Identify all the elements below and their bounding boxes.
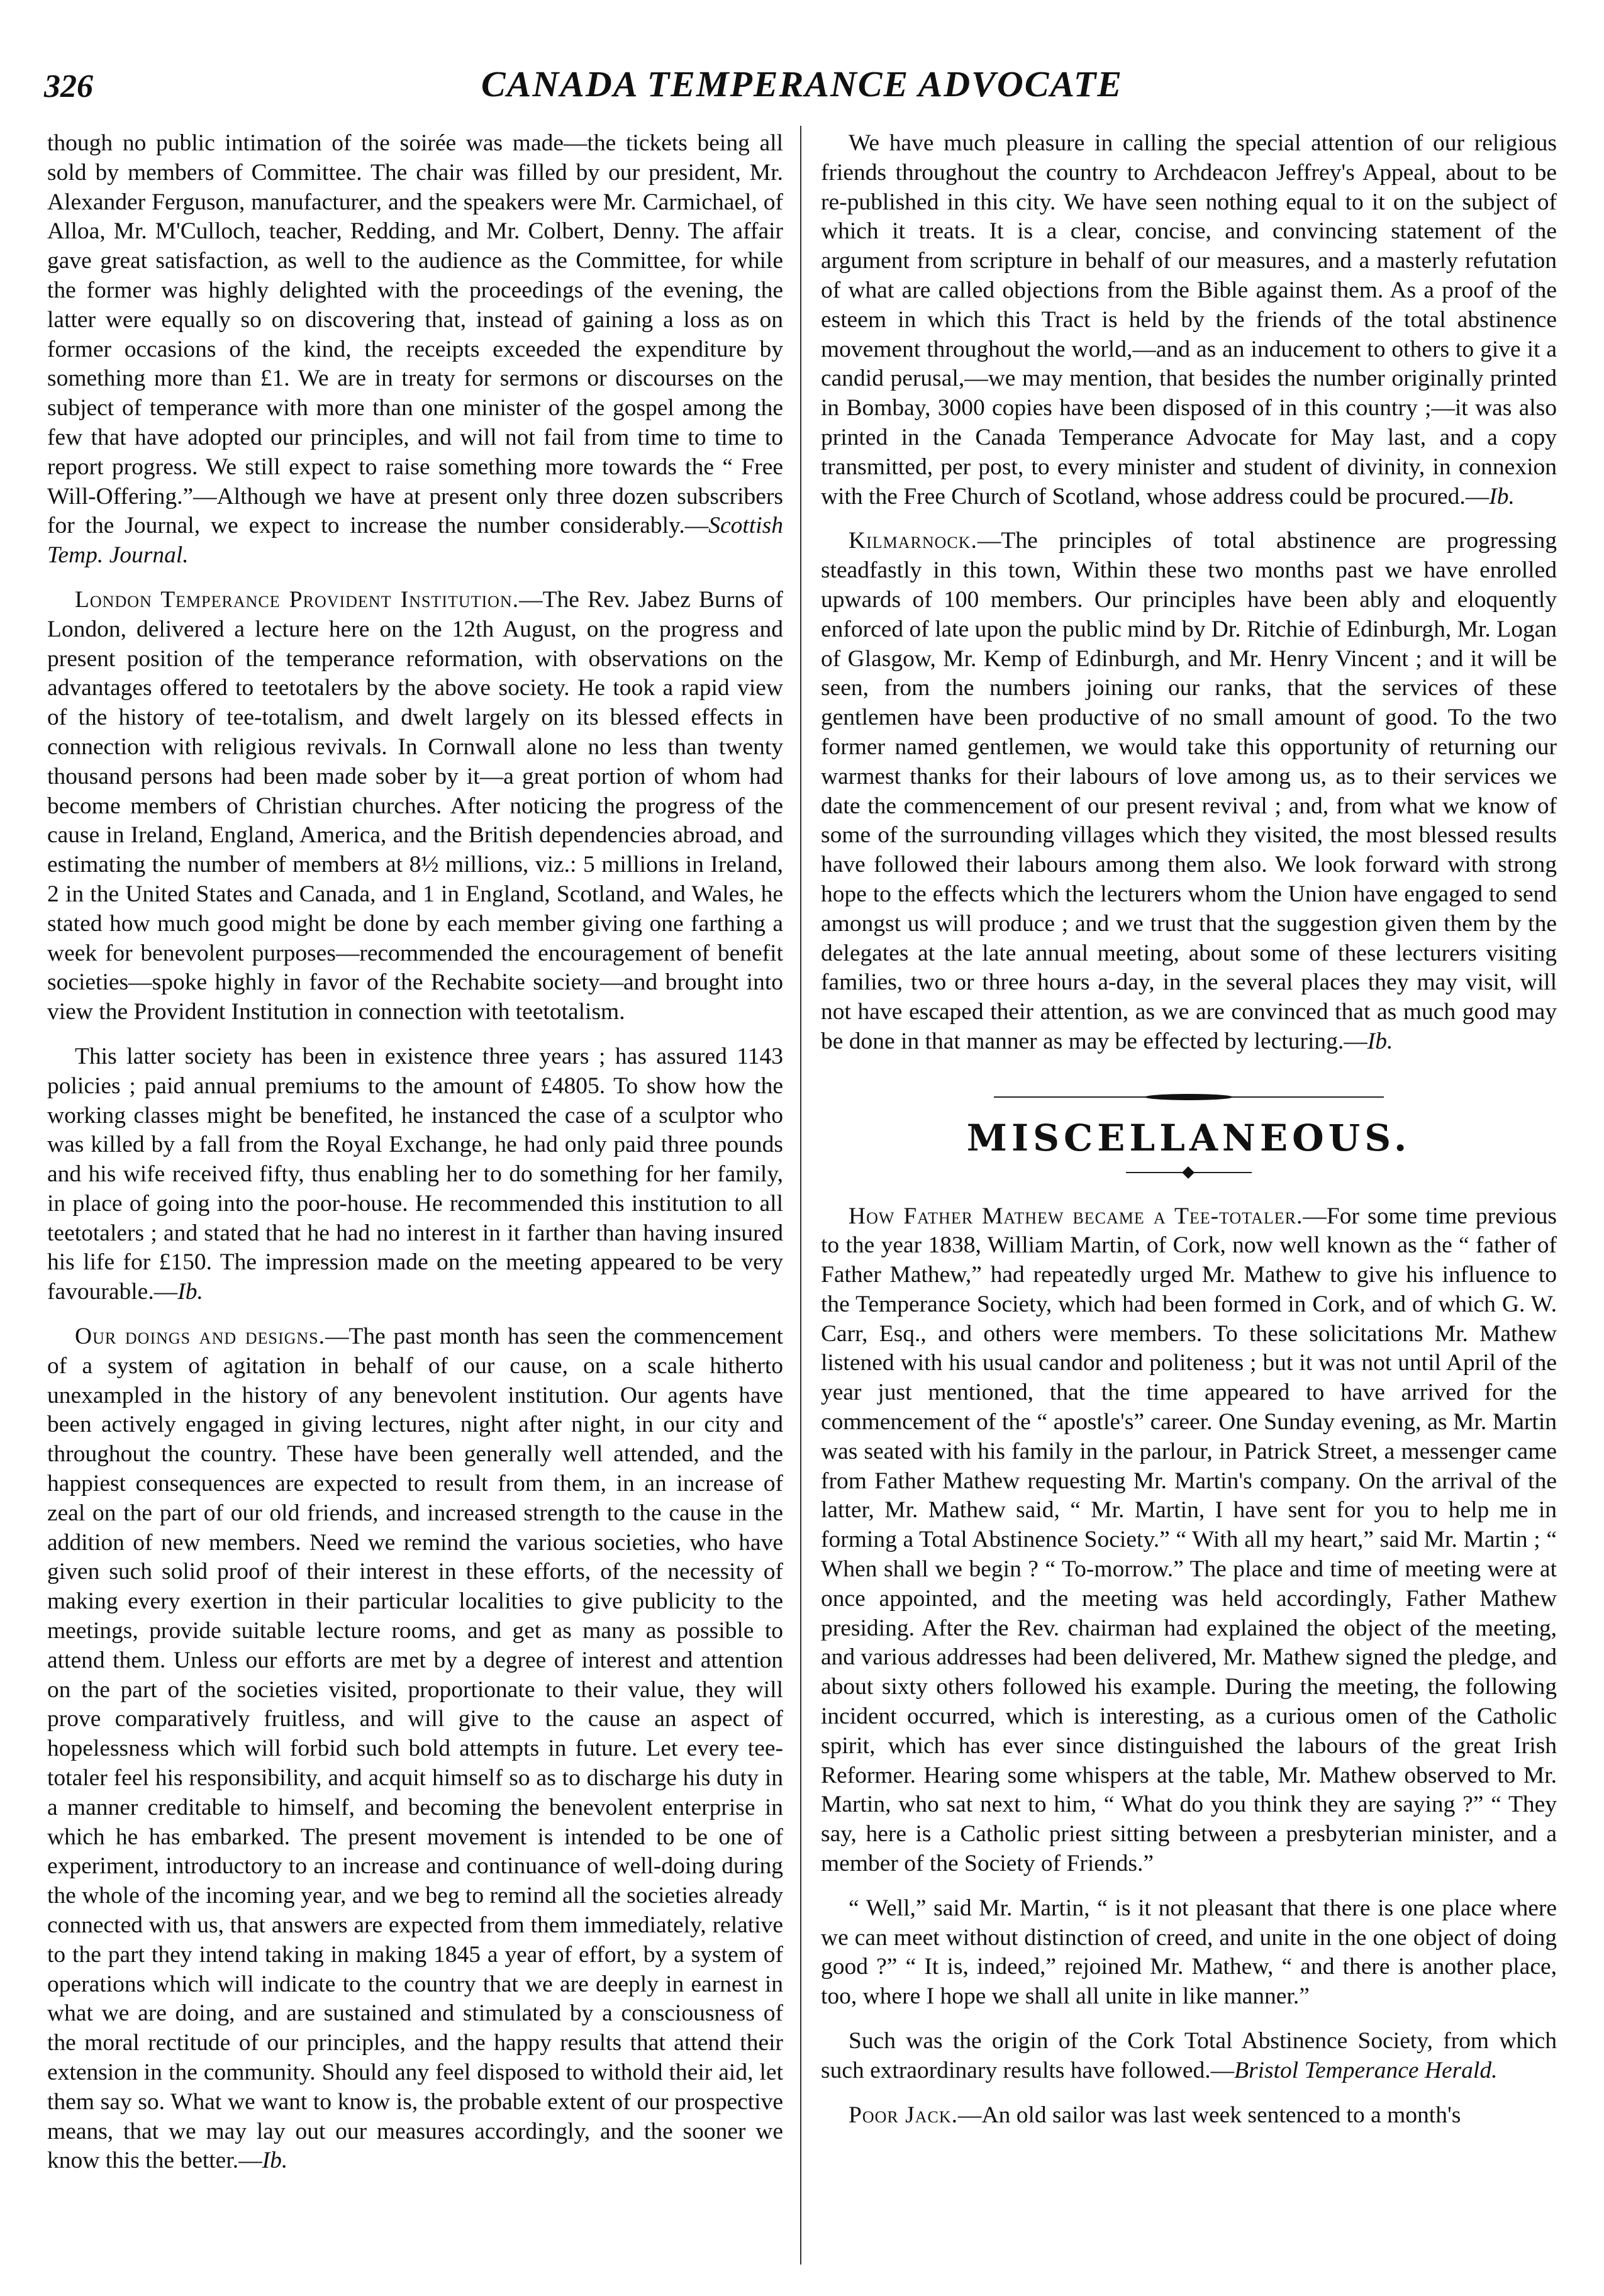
left-column: [47, 129, 783, 2268]
article-lead: How Father Mathew became a Tee-totaler.: [849, 1203, 1303, 1229]
source-attribution: Ib.: [177, 1279, 203, 1305]
page-number: 326: [44, 69, 93, 104]
article-paragraph: though no public intimation of the soirée was made—the tickets being all sold by members of Committee. The chair was filled by our president, Mr. Alexander Ferguson, manufacturer, and the speakers were Mr. Carmichael, of Alloa, Mr. M'Culloch, teacher, Redding, and Mr. Colbert, Denny. The affair gave great satisfaction, as well to the audience as the Committee, for while the former was highly delighted with the proceedings of the evening, the latter were equally so on discovering that, instead of gaining a loss as on former occasions of the kind, the receipts exceeded the expenditure by something more than £1. We are in treaty for sermons or discourses on the subject of temperance with more than one minister of the gospel among the few that have adopted our principles, and will not fail from time to time to report progress. We still expect to raise something more towards the “ Free Will-Offering.”—Although we have at present only three dozen subscribers for the Journal, we expect to increase the number considerably.—Scottish Temp. Journal.: [47, 130, 783, 569]
article-lead: Poor Jack.: [849, 2102, 958, 2128]
article-paragraph: How Father Mathew became a Tee-totaler.—For some time previous to the year 1838, William Martin, of Cork, now well known as the “ father of Father Mathew,” had repeatedly urged Mr. Mathew to give his influence to the Temperance Society, which had been formed in Cork, and of which G. W. Carr, Esq., and others were members. To these solicitations Mr. Mathew listened with his usual candor and politeness ; but it was not until April of the year just mentioned, that the time appeared to have arrived for the commencement of the “ apostle's” career. One Sunday evening, as Mr. Martin was seated with his family in the parlour, in Patrick Street, a messenger came from Father Mathew requesting Mr. Martin's company. On the arrival of the latter, Mr. Mathew said, “ Mr. Martin, I have sent for you to help me in forming a Total Abstinence Society.” “ With all my heart,” said Mr. Martin ; “ When shall we begin ? “ To-morrow.” The place and time of meeting were at once appointed, and the meeting was held accordingly, Father Mathew presiding. After the Rev. chairman had explained the object of the meeting, and various addresses had been delivered, Mr. Mathew signed the pledge, and about sixty others followed his example. During the meeting, the following incident occurred, which is interesting, as a curious omen of the Catholic spirit, which has ever since distinguished the labours of the great Irish Reformer. Hearing some whispers at the table, Mr. Mathew observed to Mr. Martin, who sat next to him, “ What do you think they are saying ?” “ They say, here is a Catholic priest sitting between a presbyterian minister, and a member of the Society of Friends.”: [821, 1203, 1557, 1877]
article-paragraph: This latter society has been in existence three years ; has assured 1143 policies ; paid annual premiums to the amount of £4805. To show how the working classes might be benefited, he instanced the case of a sculptor who was killed by a fall from the Royal Exchange, he had only paid three pounds and his wife received fifty, thus enabling her to do something for her family, in place of going into the poor-house. He recommended this institution to all teetotalers ; and stated that he had no interest in it farther than having insured his life for £150. The impression made on the meeting appeared to be very favourable.—Ib.: [47, 1043, 783, 1305]
article-paragraph: We have much pleasure in calling the special attention of our religious friends throughout the country to Archdeacon Jeffrey's Appeal, about to be re-published in this city. We have seen nothing equal to it on the subject of which it treats. It is a clear, concise, and convincing statement of the argument from scripture in behalf of our measures, and a masterly refutation of what are called objections from the Bible against them. As a proof of the esteem in which this Tract is held by the friends of the total abstinence movement throughout the world,—and as an inducement to others to give it a candid perusal,—we may mention, that besides the number originally printed in Bombay, 3000 copies have been disposed of in this country ;—it was also printed in the Canada Temperance Advocate for May last, and a copy transmitted, per post, to every minister and student of divinity, in connexion with the Free Church of Scotland, whose address could be procured.—Ib.: [821, 130, 1557, 510]
page-header: [44, 63, 1560, 113]
source-attribution: Ib.: [262, 2148, 288, 2174]
section-heading: MISCELLANEOUS.: [966, 1116, 1412, 1159]
article-paragraph: “ Well,” said Mr. Martin, “ is it not pleasant that there is one place where we can meet without distinction of creed, and unite in the one object of doing good ?” “ It is, indeed,” rejoined Mr. Mathew, “ and there is another place, too, where I hope we shall all unite in like manner.”: [821, 1895, 1557, 2010]
article-paragraph: Such was the origin of the Cork Total Abstinence Society, from which such extraordinary results have followed.—Bristol Temperance Herald.: [821, 2028, 1557, 2083]
source-attribution: Bristol Temperance Herald.: [1234, 2057, 1498, 2083]
running-title: CANADA TEMPERANCE ADVOCATE: [481, 64, 1123, 104]
article-paragraph: Kilmarnock.—The principles of total abstinence are progressing steadfastly in this town, Within these two months past we have enrolled upwards of 100 members. Our principles have been ably and eloquently enforced of late upon the public mind by Dr. Ritchie of Edinburgh, Mr. Logan of Glasgow, Mr. Kemp of Edinburgh, and Mr. Henry Vincent ; and it will be seen, from the numbers joining our ranks, that the services of these gentlemen have been productive of no small amount of good. To the two former named gentlemen, we would take this opportunity of returning our warmest thanks for their labours of love among us, as to their services we date the commencement of our present revival ; and, from what we know of some of the surrounding villages which they visited, the most blessed results have followed their labours among them also. We look forward with strong hope to the effects which the lecturers whom the Union have engaged to send amongst us will produce ; and we trust that the suggestion given them by the delegates at the late annual meeting, about some of these lecturers visiting families, two or three hours a-day, in the several places they may visit, will not have escaped their attention, as we are convinced that as much good may be done in that manner as may be effected by lecturing.—Ib.: [821, 528, 1557, 1054]
heading-ornament-rule: [1126, 1168, 1252, 1177]
source-attribution: Scottish Temp. Journal.: [47, 513, 783, 569]
right-column: [821, 129, 1557, 2268]
article-lead: Kilmarnock.: [849, 528, 977, 554]
article-paragraph: Our doings and designs.—The past month has seen the commencement of a system of agitation in behalf of our cause, on a scale hitherto unexampled in the history of any benevolent institution. Our agents have been actively engaged in giving lectures, night after night, in our city and throughout the country. These have been generally well attended, and the happiest consequences are expected to result from them, in an increase of zeal on the part of our old friends, and increased strength to the cause in the addition of new members. Need we remind the various societies, who have given such solid proof of their interest in these efforts, of the necessity of making every exertion in their particular localities to give publicity to the meetings, provide suitable lecture rooms, and get as many as possible to attend them. Unless our efforts are met by a degree of interest and attention on the part of the societies visited, proportionate to their value, they will prove comparatively fruitless, and will give to the cause an aspect of hopelessness which will forbid such bold attempts in future. Let every tee-totaler feel his responsibility, and acquit himself so as to discharge his duty in a manner creditable to himself, and becoming the benevolent enterprise in which he has embarked. The present movement is intended to be one of experiment, introductory to an increase and continuance of well-doing during the whole of the incoming year, and we beg to remind all the societies already connected with us, that answers are expected from them immediately, relative to the part they intend taking in making 1845 a year of effort, by a system of operations which will indicate to the country that we are deeply in earnest in what we are doing, and are sustained and stimulated by a consciousness of the moral rectitude of our principles, and the happy results that attend their extension in the community. Should any feel disposed to withold their aid, let them say so. What we want to know is, the probable extent of our prospective means, that we may lay out our measures accordingly, and the sooner we know this the better.—Ib.: [47, 1324, 783, 2174]
column-divider: [800, 126, 801, 2265]
article-paragraph: London Temperance Provident Institution.—The Rev. Jabez Burns of London, delivered a lecture here on the 12th August, on the progress and present position of the temperance reformation, with observations on the advantages offered to teetotalers by the above society. He took a rapid view of the history of tee-totalism, and dwelt largely on its blessed effects in connection with religious revivals. In Cornwall alone no less than twenty thousand persons had been made sober by it—a great portion of whom had become members of Christian churches. After noticing the progress of the cause in Ireland, England, America, and the British dependencies abroad, and estimating the number of members at 8½ millions, viz.: 5 millions in Ireland, 2 in the United States and Canada, and 1 in England, Scotland, and Wales, he stated how much good might be done by each member giving one farthing a week for benevolent purposes—recommended the encouragement of benefit societies—spoke highly in favor of the Rechabite society—and brought into view the Provident Institution in connection with teetotalism.: [47, 586, 783, 1025]
source-attribution: Ib.: [1367, 1028, 1393, 1054]
article-lead: Our doings and designs.: [75, 1324, 325, 1350]
section-divider-rule: [994, 1092, 1384, 1102]
source-attribution: Ib.: [1489, 483, 1515, 510]
article-lead: London Temperance Provident Institution.: [75, 586, 520, 613]
article-paragraph: Poor Jack.—An old sailor was last week sentenced to a month's: [849, 2102, 1461, 2128]
